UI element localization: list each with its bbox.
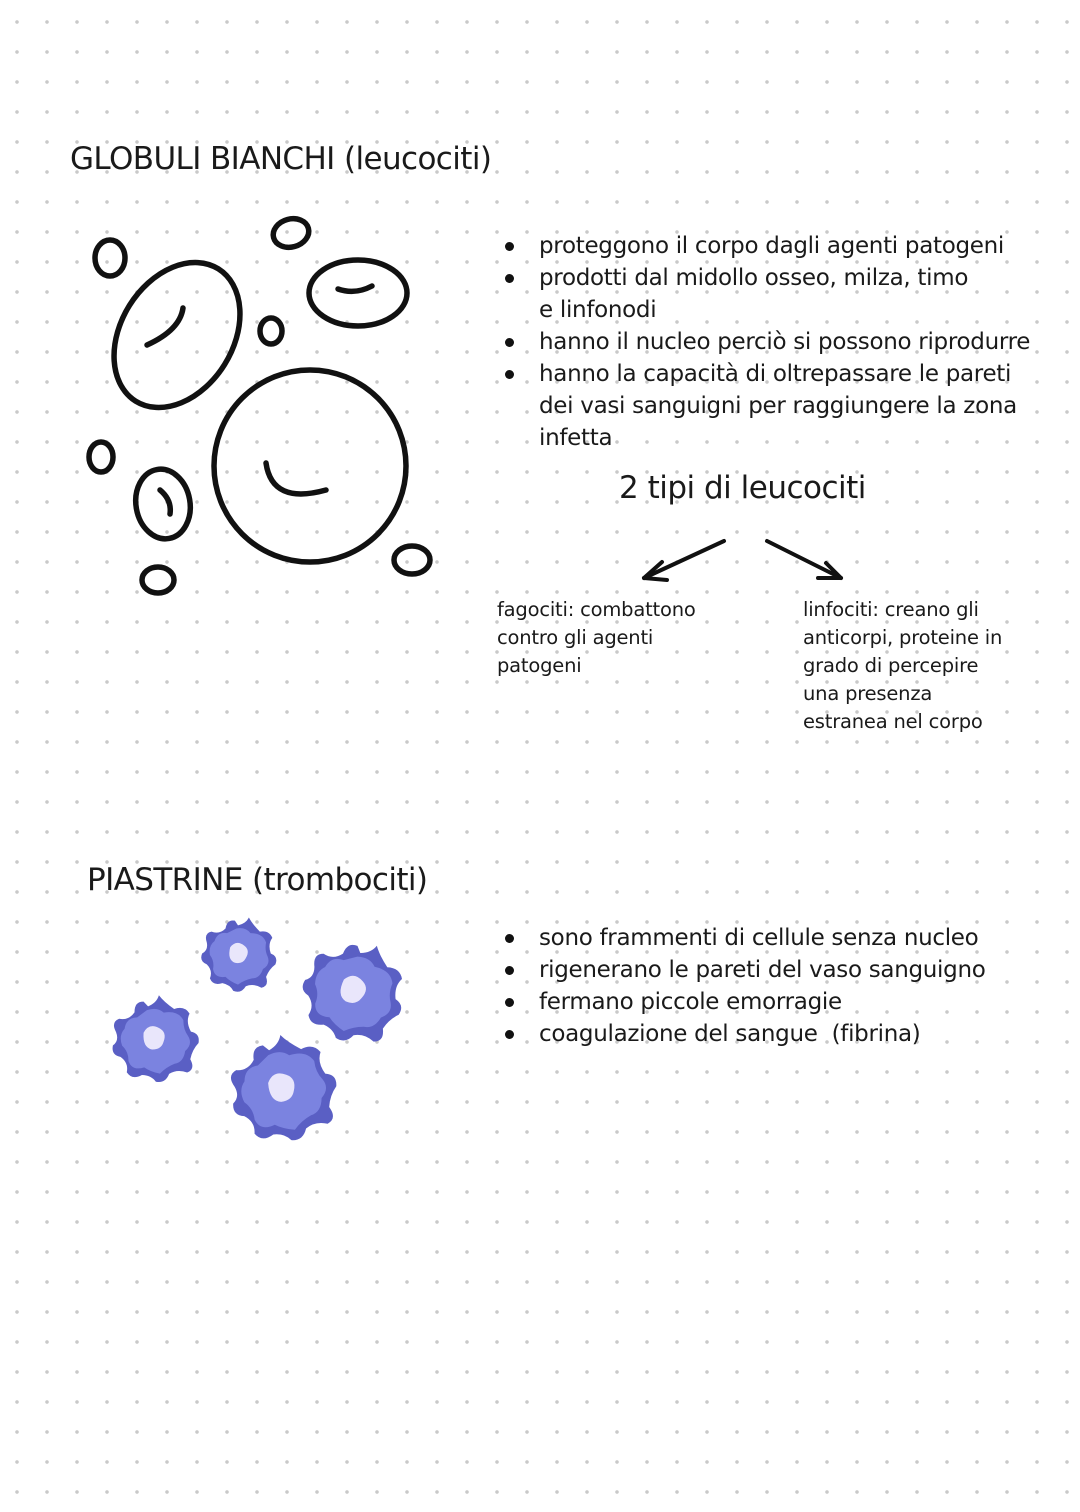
list-item: fermano piccole emorragie [502,986,1062,1018]
leukocyte-types-title: 2 tipi di leucociti [619,470,866,506]
platelets-title: PIASTRINE (trombociti) [87,862,428,898]
list-item: sono frammenti di cellule senza nucleo [502,922,1062,954]
phagocytes-description: fagociti: combattono contro gli agenti patogeni [497,598,696,677]
list-item: rigenerano le pareti del vaso sanguigno [502,954,1062,986]
lymphocytes-description: linfociti: creano gli anticorpi, proteine in grado di percepire una presenza estranea nel corpo [803,598,1003,733]
list-item: proteggono il corpo dagli agenti patogeni [502,230,1062,262]
platelets-drawing-icon [0,0,440,1160]
white-cells-title: GLOBULI BIANCHI (leucociti) [70,141,492,177]
list-item: prodotti dal midollo osseo, milza, timo e linfonodi [502,262,1062,326]
platelets-facts-list [502,922,1062,1050]
list-item: hanno il nucleo perciò si possono riprodurre [502,326,1062,358]
list-item: coagulazione del sangue (fibrina) [502,1018,1062,1050]
list-item: hanno la capacità di oltrepassare le pareti dei vasi sanguigni per raggiungere la zona infetta [502,358,1062,454]
